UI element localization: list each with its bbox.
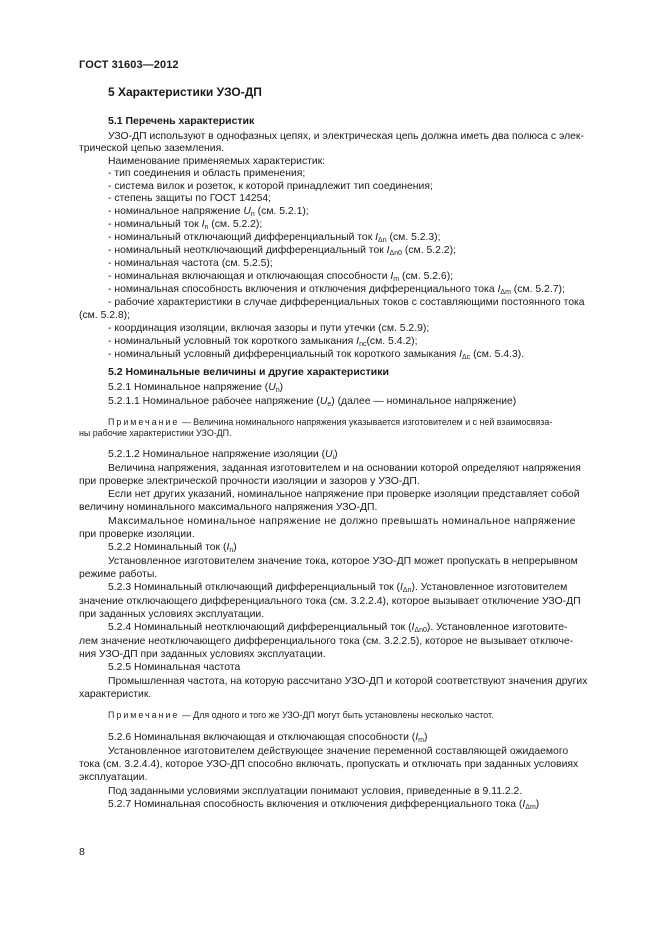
list-item: - тип соединения и область применения; (108, 168, 306, 179)
subsection-title-5-1: 5.1 Перечень характеристик (108, 115, 255, 127)
note: Примечание — Для одного и того же УЗО-ДП могут быть установлены несколько частот. (108, 710, 494, 720)
clause-heading: 5.2.3 Номинальный отключающий дифференциальный ток $(I_{\Delta n})$. Установленное изготовителем (108, 582, 568, 594)
clause-heading: 5.2.1.2 Номинальное напряжение изоляции $(U_i)$ (108, 449, 338, 461)
paragraph-line: режиме работы. (79, 569, 158, 580)
list-item: - номинальный условный дифференциальный ток короткого замыкания $I_{\Delta c}$ (см. 5.4.3). (108, 349, 525, 361)
paragraph-line: Если нет других указаний, номинальное напряжение при проверке изоляции представляет собой (108, 489, 580, 500)
note: Примечание — Величина номинального напряжения указывается изготовителем и с ней взаимосвяза- ны рабочие характеристики УЗО-ДП. (79, 417, 553, 438)
section-title: 5 Характеристики УЗО-ДП (108, 85, 262, 99)
clause-heading: 5.2.2 Номинальный ток $(I_n)$ (108, 542, 237, 554)
list-item: - номинальный неотключающий дифференциальный ток $I_{\Delta n0}$ (см. 5.2.2); (108, 245, 456, 257)
paragraph-line: величину номинального максимального напряжения УЗО-ДП. (79, 502, 378, 513)
list-item: - система вилок и розеток, к которой принадлежит тип соединения; (108, 181, 433, 192)
list-item: - номинальная частота (см. 5.2.5); (108, 258, 273, 269)
list-item: - номинальный отключающий дифференциальный ток $I_{\Delta n}$ (см. 5.2.3); (108, 232, 441, 244)
clause-heading: 5.2.1.1 Номинальное рабочее напряжение $(U_e)$ (далее — номинальное напряжение) (108, 396, 517, 408)
list-item: - номинальная включающая и отключающая способности $I_m$ (см. 5.2.6); (108, 271, 454, 283)
paragraph-line: значение отключающего дифференциального тока (см. 3.2.2.4), которое вызывает отключение УЗО-ДП (79, 596, 581, 607)
paragraph-line: характеристик. (79, 689, 152, 700)
standard-designation: ГОСТ 31603—2012 (79, 59, 179, 71)
paragraph-line: Промышленная частота, на которую рассчитано УЗО-ДП и которой соответствуют значения других (108, 676, 588, 687)
list-item: - координация изоляции, включая зазоры и пути утечки (см. 5.2.9); (108, 323, 430, 334)
paragraph-line: тока (см. 3.2.4.4), которое УЗО-ДП способно включать, пропускать и отключать при заданных условиях (79, 759, 579, 770)
paragraph-line: Установленное изготовителем значение тока, которое УЗО-ДП может пропускать в непрерывном (108, 556, 578, 567)
list-item: - номинальный ток $I_n$ (см. 5.2.2); (108, 219, 263, 231)
clause-heading: 5.2.7 Номинальная способность включения и отключения дифференциального тока $(I_{\Delta m})$ (108, 799, 540, 811)
paragraph-line: Максимальное номинальное напряжение не должно превышать номинальное напряжение (108, 516, 576, 527)
list-item: (см. 5.2.8); (79, 310, 131, 321)
list-item: - номинальный условный ток короткого замыкания $I_{nc}(см$. 5.4.2); (108, 336, 418, 348)
subsection-title-5-2: 5.2 Номинальные величины и другие характеристики (108, 366, 389, 378)
paragraph-line: Величина напряжения, заданная изготовителем и на основании которой определяют напряжения (108, 463, 581, 474)
paragraph-line: при проверке электрической прочности изоляции и зазоров у УЗО-ДП. (79, 476, 420, 487)
paragraph-line: эксплуатации. (79, 772, 148, 783)
paragraph-line: Установленное изготовителем действующее значение переменной составляющей ожидаемого (108, 746, 569, 757)
paragraph-line: Наименование применяемых характеристик: (108, 156, 326, 167)
paragraph-line: ния УЗО-ДП при заданных условиях эксплуатации. (79, 649, 326, 660)
paragraph-line: трической цепью заземления. (79, 143, 225, 154)
paragraph-line: при проверке изоляции. (79, 529, 195, 540)
list-item: - степень защиты по ГОСТ 14254; (108, 193, 272, 204)
page-number: 8 (79, 846, 85, 858)
list-item: - номинальное напряжение $U_n$ (см. 5.2.1); (108, 206, 309, 218)
list-item: - номинальная способность включения и отключения дифференциального тока $I_{\Delta m}$ (см. 5.2.7); (108, 284, 565, 296)
paragraph-line: УЗО-ДП используют в однофазных цепях, и электрическая цепь должна иметь два полюса с элек- (108, 131, 584, 142)
clause-heading: 5.2.1 Номинальное напряжение $(U_n)$ (108, 382, 284, 394)
clause-heading: 5.2.5 Номинальная частота (108, 662, 241, 673)
paragraph-line: лем значение неотключающего дифференциального тока (см. 3.2.2.5), которое не вызывает отключе- (79, 636, 574, 647)
paragraph-line: Под заданными условиями эксплуатации понимают условия, приведенные в 9.11.2.2. (108, 786, 523, 797)
clause-heading: 5.2.4 Номинальный неотключающий дифференциальный ток $(I_{\Delta n0})$. Установленное изготовите- (108, 622, 568, 634)
paragraph-line: при заданных условиях эксплуатации. (79, 609, 265, 620)
clause-heading: 5.2.6 Номинальная включающая и отключающая способности $(I_m)$ (108, 732, 428, 744)
list-item: - рабочие характеристики в случае дифференциальных токов с составляющими постоянного тока (108, 297, 585, 308)
